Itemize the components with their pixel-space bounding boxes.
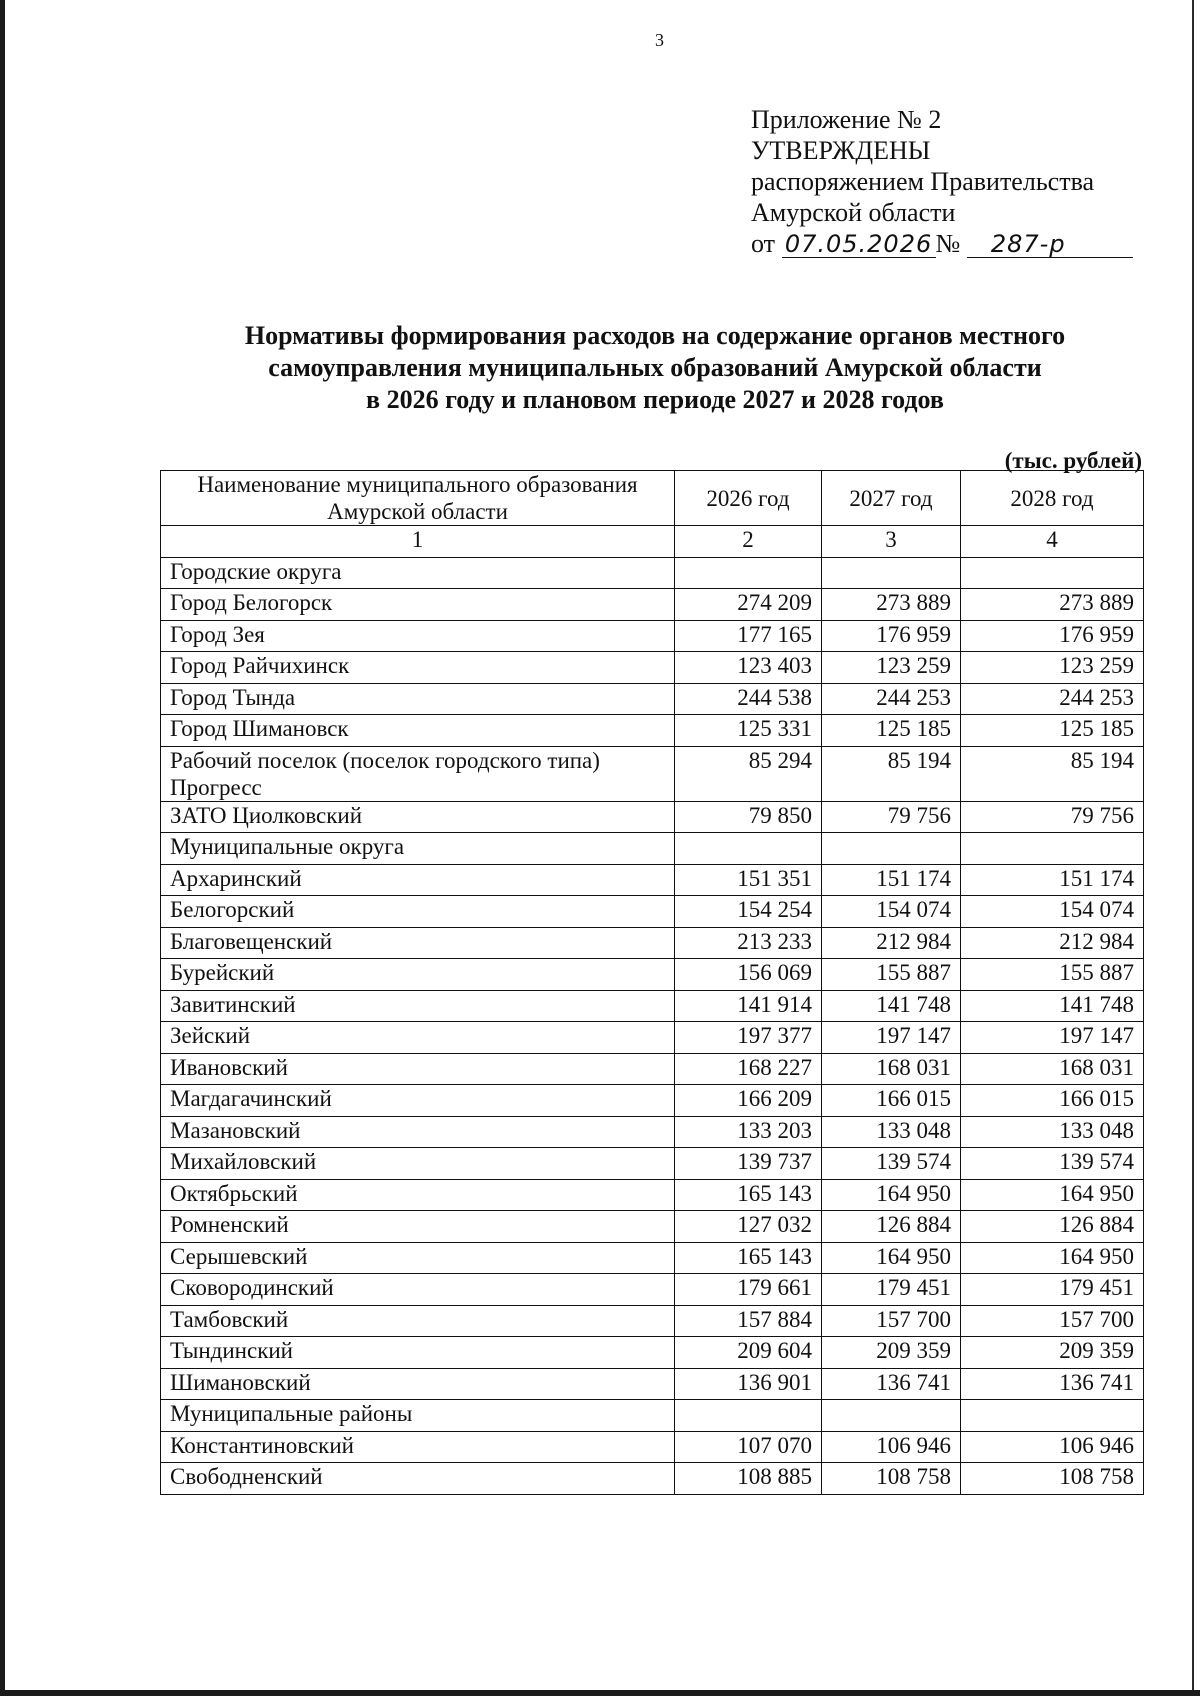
value-2026-cell: 244 538 bbox=[675, 683, 822, 715]
table-row bbox=[161, 1116, 1144, 1148]
value-2028-cell: 212 984 bbox=[961, 927, 1144, 959]
value-2026-cell: 209 604 bbox=[675, 1337, 822, 1369]
value-2028-cell: 273 889 bbox=[961, 589, 1144, 621]
table-row bbox=[161, 833, 1144, 865]
value-2028-cell: 106 946 bbox=[961, 1431, 1144, 1463]
table-row bbox=[161, 557, 1144, 589]
appendix-label: Приложение № 2 bbox=[751, 105, 942, 134]
value-2028-cell: 79 756 bbox=[961, 801, 1144, 833]
approved-by-line-1: распоряжением Правительства bbox=[751, 167, 1095, 196]
value-2026-cell: 133 203 bbox=[675, 1116, 822, 1148]
table-row bbox=[161, 1085, 1144, 1117]
value-2027-cell: 85 194 bbox=[822, 746, 961, 801]
municipality-name-cell: Тындинский bbox=[161, 1337, 675, 1369]
header-2027: 2027 год bbox=[822, 471, 961, 526]
approval-date-number-line bbox=[751, 228, 1133, 259]
value-2028-cell: 133 048 bbox=[961, 1116, 1144, 1148]
value-2027-cell: 212 984 bbox=[822, 927, 961, 959]
value-2027-cell: 244 253 bbox=[822, 683, 961, 715]
municipality-name-cell: Магдагачинский bbox=[161, 1085, 675, 1117]
value-2028-cell: 176 959 bbox=[961, 620, 1144, 652]
table-header-row bbox=[161, 471, 1144, 526]
value-2026-cell: 156 069 bbox=[675, 959, 822, 991]
value-2027-cell bbox=[822, 833, 961, 865]
from-prefix: от bbox=[751, 229, 776, 258]
page-edge-left bbox=[0, 0, 5, 1696]
table-row bbox=[161, 1305, 1144, 1337]
value-2027-cell: 164 950 bbox=[822, 1179, 961, 1211]
table-row bbox=[161, 927, 1144, 959]
value-2027-cell: 141 748 bbox=[822, 990, 961, 1022]
municipality-name-cell: Город Шимановск bbox=[161, 715, 675, 747]
table-row bbox=[161, 801, 1144, 833]
municipality-name-cell: Бурейский bbox=[161, 959, 675, 991]
value-2028-cell: 166 015 bbox=[961, 1085, 1144, 1117]
municipality-name-cell: Муниципальные округа bbox=[161, 833, 675, 865]
table-row bbox=[161, 1053, 1144, 1085]
table-row bbox=[161, 746, 1144, 801]
municipality-name-cell: Ивановский bbox=[161, 1053, 675, 1085]
value-2026-cell: 165 143 bbox=[675, 1179, 822, 1211]
value-2027-cell: 126 884 bbox=[822, 1211, 961, 1243]
title-line-2: самоуправления муниципальных образований Амурской области bbox=[268, 353, 1042, 382]
table-row bbox=[161, 1274, 1144, 1306]
value-2026-cell: 125 331 bbox=[675, 715, 822, 747]
value-2026-cell: 165 143 bbox=[675, 1242, 822, 1274]
value-2028-cell: 126 884 bbox=[961, 1211, 1144, 1243]
page-number: 3 bbox=[655, 30, 664, 50]
column-number: 2 bbox=[675, 526, 822, 558]
approved-label: УТВЕРЖДЕНЫ bbox=[751, 136, 931, 165]
value-2027-cell: 176 959 bbox=[822, 620, 961, 652]
municipality-name-cell: Архаринский bbox=[161, 864, 675, 896]
value-2028-cell bbox=[961, 833, 1144, 865]
municipality-name-cell: Город Тында bbox=[161, 683, 675, 715]
value-2028-cell: 164 950 bbox=[961, 1179, 1144, 1211]
value-2026-cell: 151 351 bbox=[675, 864, 822, 896]
value-2026-cell: 179 661 bbox=[675, 1274, 822, 1306]
value-2027-cell bbox=[822, 557, 961, 589]
value-2028-cell: 123 259 bbox=[961, 652, 1144, 684]
value-2026-cell: 136 901 bbox=[675, 1368, 822, 1400]
value-2027-cell: 154 074 bbox=[822, 896, 961, 928]
table-row bbox=[161, 864, 1144, 896]
municipality-name-cell: Серышевский bbox=[161, 1242, 675, 1274]
value-2026-cell bbox=[675, 833, 822, 865]
value-2028-cell: 85 194 bbox=[961, 746, 1144, 801]
value-2027-cell: 155 887 bbox=[822, 959, 961, 991]
value-2026-cell: 141 914 bbox=[675, 990, 822, 1022]
table-row bbox=[161, 1463, 1144, 1495]
units-label: (тыс. рублей) bbox=[1004, 448, 1142, 473]
title-line-1: Нормативы формирования расходов на содержание органов местного bbox=[244, 321, 1066, 350]
value-2027-cell bbox=[822, 1400, 961, 1432]
value-2026-cell bbox=[675, 1400, 822, 1432]
value-2027-cell: 164 950 bbox=[822, 1242, 961, 1274]
table-row bbox=[161, 589, 1144, 621]
value-2028-cell: 244 253 bbox=[961, 683, 1144, 715]
value-2027-cell: 209 359 bbox=[822, 1337, 961, 1369]
value-2028-cell: 168 031 bbox=[961, 1053, 1144, 1085]
column-number-row bbox=[161, 526, 1144, 558]
value-2028-cell bbox=[961, 557, 1144, 589]
value-2027-cell: 273 889 bbox=[822, 589, 961, 621]
column-number: 1 bbox=[161, 526, 675, 558]
table-row bbox=[161, 959, 1144, 991]
value-2027-cell: 133 048 bbox=[822, 1116, 961, 1148]
column-number: 3 bbox=[822, 526, 961, 558]
table-row bbox=[161, 683, 1144, 715]
value-2027-cell: 139 574 bbox=[822, 1148, 961, 1180]
value-2028-cell: 136 741 bbox=[961, 1368, 1144, 1400]
value-2027-cell: 136 741 bbox=[822, 1368, 961, 1400]
value-2028-cell: 125 185 bbox=[961, 715, 1144, 747]
municipality-name-cell: Город Зея bbox=[161, 620, 675, 652]
municipality-name-cell: Городские округа bbox=[161, 557, 675, 589]
value-2026-cell: 139 737 bbox=[675, 1148, 822, 1180]
municipality-name-cell: Муниципальные районы bbox=[161, 1400, 675, 1432]
municipality-name-cell: Михайловский bbox=[161, 1148, 675, 1180]
value-2028-cell: 151 174 bbox=[961, 864, 1144, 896]
table-row bbox=[161, 1337, 1144, 1369]
norms-table bbox=[160, 470, 1144, 1495]
value-2028-cell: 139 574 bbox=[961, 1148, 1144, 1180]
value-2028-cell: 108 758 bbox=[961, 1463, 1144, 1495]
handwritten-date: 07.05.2026 bbox=[782, 231, 936, 258]
value-2026-cell: 177 165 bbox=[675, 620, 822, 652]
municipality-name-cell: Шимановский bbox=[161, 1368, 675, 1400]
table-row bbox=[161, 620, 1144, 652]
municipality-name-cell: Октябрьский bbox=[161, 1179, 675, 1211]
municipality-name-cell: Тамбовский bbox=[161, 1305, 675, 1337]
header-2028: 2028 год bbox=[961, 471, 1144, 526]
value-2026-cell: 274 209 bbox=[675, 589, 822, 621]
table-row bbox=[161, 1211, 1144, 1243]
municipality-name-cell: Белогорский bbox=[161, 896, 675, 928]
number-sign: № bbox=[935, 229, 961, 258]
page-edge-right bbox=[1192, 0, 1194, 1696]
handwritten-number: 287-р bbox=[967, 231, 1133, 258]
value-2026-cell: 85 294 bbox=[675, 746, 822, 801]
value-2028-cell: 154 074 bbox=[961, 896, 1144, 928]
value-2026-cell: 79 850 bbox=[675, 801, 822, 833]
table-row bbox=[161, 1400, 1144, 1432]
value-2027-cell: 108 758 bbox=[822, 1463, 961, 1495]
header-municipality: Наименование муниципального образования Амурской области bbox=[161, 471, 675, 526]
municipality-name-cell: Константиновский bbox=[161, 1431, 675, 1463]
municipality-name-cell: Благовещенский bbox=[161, 927, 675, 959]
value-2026-cell bbox=[675, 557, 822, 589]
value-2027-cell: 151 174 bbox=[822, 864, 961, 896]
value-2026-cell: 123 403 bbox=[675, 652, 822, 684]
value-2028-cell: 197 147 bbox=[961, 1022, 1144, 1054]
table-row bbox=[161, 1022, 1144, 1054]
municipality-name-cell: Ромненский bbox=[161, 1211, 675, 1243]
table-row bbox=[161, 990, 1144, 1022]
municipality-name-cell: Зейский bbox=[161, 1022, 675, 1054]
value-2027-cell: 197 147 bbox=[822, 1022, 961, 1054]
value-2026-cell: 197 377 bbox=[675, 1022, 822, 1054]
municipality-name-cell: Рабочий поселок (поселок городского типа) Прогресс bbox=[161, 746, 675, 801]
municipality-name-cell: Мазановский bbox=[161, 1116, 675, 1148]
value-2027-cell: 166 015 bbox=[822, 1085, 961, 1117]
municipality-name-cell: Город Райчихинск bbox=[161, 652, 675, 684]
value-2028-cell: 164 950 bbox=[961, 1242, 1144, 1274]
value-2027-cell: 123 259 bbox=[822, 652, 961, 684]
value-2027-cell: 125 185 bbox=[822, 715, 961, 747]
value-2026-cell: 154 254 bbox=[675, 896, 822, 928]
value-2026-cell: 157 884 bbox=[675, 1305, 822, 1337]
header-2026: 2026 год bbox=[675, 471, 822, 526]
table-row bbox=[161, 896, 1144, 928]
municipality-name-cell: Город Белогорск bbox=[161, 589, 675, 621]
document-title bbox=[160, 320, 1150, 416]
value-2026-cell: 166 209 bbox=[675, 1085, 822, 1117]
municipality-name-cell: Завитинский bbox=[161, 990, 675, 1022]
table-row bbox=[161, 1431, 1144, 1463]
column-number: 4 bbox=[961, 526, 1144, 558]
table-row bbox=[161, 1148, 1144, 1180]
table-row bbox=[161, 715, 1144, 747]
value-2028-cell bbox=[961, 1400, 1144, 1432]
municipality-name-cell: Свободненский bbox=[161, 1463, 675, 1495]
value-2026-cell: 168 227 bbox=[675, 1053, 822, 1085]
approval-block bbox=[751, 104, 1133, 259]
municipality-name-cell: ЗАТО Циолковский bbox=[161, 801, 675, 833]
value-2026-cell: 213 233 bbox=[675, 927, 822, 959]
value-2028-cell: 179 451 bbox=[961, 1274, 1144, 1306]
value-2028-cell: 155 887 bbox=[961, 959, 1144, 991]
page-edge-bottom bbox=[0, 1690, 1200, 1696]
table-row bbox=[161, 652, 1144, 684]
value-2028-cell: 141 748 bbox=[961, 990, 1144, 1022]
value-2028-cell: 209 359 bbox=[961, 1337, 1144, 1369]
approved-by-line-2: Амурской области bbox=[751, 198, 956, 227]
value-2027-cell: 179 451 bbox=[822, 1274, 961, 1306]
value-2027-cell: 168 031 bbox=[822, 1053, 961, 1085]
value-2026-cell: 107 070 bbox=[675, 1431, 822, 1463]
table-row bbox=[161, 1179, 1144, 1211]
value-2027-cell: 79 756 bbox=[822, 801, 961, 833]
table-row bbox=[161, 1242, 1144, 1274]
table-body bbox=[161, 557, 1144, 1494]
table-row bbox=[161, 1368, 1144, 1400]
value-2026-cell: 127 032 bbox=[675, 1211, 822, 1243]
value-2026-cell: 108 885 bbox=[675, 1463, 822, 1495]
title-line-3: в 2026 году и плановом периоде 2027 и 2028 годов bbox=[366, 385, 944, 414]
value-2027-cell: 106 946 bbox=[822, 1431, 961, 1463]
value-2027-cell: 157 700 bbox=[822, 1305, 961, 1337]
value-2028-cell: 157 700 bbox=[961, 1305, 1144, 1337]
municipality-name-cell: Сковородинский bbox=[161, 1274, 675, 1306]
